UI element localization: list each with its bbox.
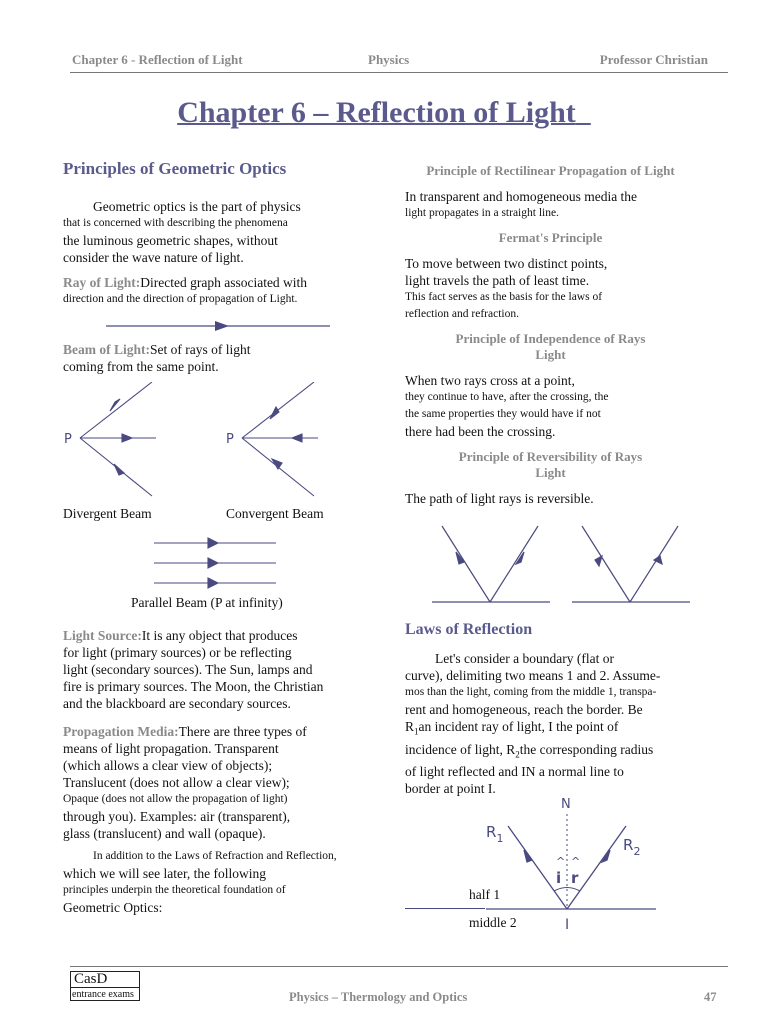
fermat-principle-heading: Fermat's Principle: [498, 230, 603, 245]
section-heading-geometric-optics: Principles of Geometric Optics: [63, 159, 287, 178]
reversibility-principle-text: The path of light rays is reversible.: [405, 491, 594, 506]
arrowhead: [602, 850, 610, 862]
arrowhead: [524, 850, 532, 862]
laws-of-reflection-heading: Laws of Reflection: [405, 621, 533, 638]
parallel-beam-label: Parallel Beam (P at infinity): [131, 595, 283, 610]
page-title: Chapter 6 – Reflection of Light: [177, 96, 576, 129]
reversibility-diagram-left: [428, 520, 558, 606]
boundary-extension: [405, 908, 485, 909]
propagation-media-definition: Propagation Media:There are three types of means of light propagation. Transparent (which allows a clear view of objects); Translucent (does not allow a clear view); Opaque (does not allow the propagation of light) through you). Examples: air (transparent), glass (translucent) and wall (opaque).: [63, 724, 307, 841]
arrowhead: [110, 399, 120, 411]
arrowhead: [122, 434, 132, 442]
medium-2-label: middle 2: [469, 915, 517, 930]
medium-1-label: half 1: [469, 887, 501, 902]
arrowhead: [208, 538, 218, 548]
arrowhead: [114, 464, 124, 475]
reflection-law-diagram: [480, 792, 660, 934]
point-p-label: P: [64, 432, 72, 447]
header-author: Professor Christian: [599, 52, 708, 67]
page-header: [70, 52, 728, 73]
arrowhead: [208, 578, 218, 588]
svg-text:^: ^: [556, 855, 566, 868]
convergent-beam-label: Convergent Beam: [226, 506, 324, 521]
light-source-definition: Light Source:It is any object that produces for light (primary sources) or be reflecting light (secondary sources). The Sun, lamps and fire is primary sources. The Moon, the Christian and the blackboard are secondary sources.: [63, 628, 324, 711]
casd-logo: CasD entrance exams: [70, 971, 140, 1001]
independence-principle-heading: Principle of Independence of Rays Light: [455, 331, 646, 362]
arrowhead: [208, 558, 218, 568]
intro-paragraph: Geometric optics is the part of physics that is concerned with describing the phenomena the luminous geometric shapes, without consider the wave nature of light.: [63, 199, 301, 265]
arrowhead: [270, 407, 279, 419]
additional-principles-paragraph: In addition to the Laws of Refraction and Reflection, which we will see later, the following principles underpin the theoretical foundation of Geometric Optics:: [63, 850, 337, 915]
parallel-beam-diagram: [150, 535, 280, 593]
independence-principle-text: When two rays cross at a point, they continue to have, after the crossing, the the same properties they would have if not there had been the crossing.: [405, 373, 609, 439]
divergent-beam-diagram: [62, 382, 162, 502]
incident-ray-label: $R_1$: [486, 823, 504, 845]
arrowhead: [292, 434, 302, 442]
laws-of-reflection-text: Let's consider a boundary (flat or curve), delimiting two means 1 and 2. Assume- mos than the light, coming from the middle 1, transpa- rent and homogeneous, reach the border. Be $R_1an$ incident ray of light, I the point of incidence of light, $R_2the$ corresponding radius of light reflected and IN a normal line to border at point I.: [405, 651, 661, 797]
rectilinear-propagation-heading: Principle of Rectilinear Propagation of Light: [426, 163, 675, 178]
header-chapter: Chapter 6 - Reflection of Light: [72, 52, 243, 67]
page-number: 47: [704, 990, 717, 1004]
ray-diagram: [100, 318, 340, 334]
incidence-point-label: I: [565, 917, 570, 933]
reflected-ray-label: $R_2$: [623, 836, 641, 858]
arrowhead: [595, 556, 602, 566]
header-subject: Physics: [368, 52, 410, 67]
ray-of-light-definition: Ray of Light:Directed graph associated with direction and the direction of propagation of Light.: [63, 275, 308, 305]
svg-text:^: ^: [571, 855, 581, 868]
reversibility-diagram-right: [568, 520, 698, 606]
point-p-label: P: [226, 432, 234, 447]
fermat-principle-text: To move between two distinct points, light travels the path of least time. This fact serves as the basis for the laws of reflection and refraction.: [405, 256, 608, 320]
incidence-angle-label: i: [556, 869, 562, 887]
beam-of-light-definition: Beam of Light:Set of rays of light coming from the same point.: [63, 342, 251, 374]
footer-rule: [70, 966, 728, 967]
reflection-angle-label: r: [571, 869, 579, 887]
convergent-beam-diagram: [224, 382, 324, 502]
ray-arrowhead: [215, 321, 229, 331]
reversibility-principle-heading: Principle of Reversibility of Rays Light: [458, 449, 643, 480]
rectilinear-propagation-text: In transparent and homogeneous media the light propagates in a straight line.: [405, 189, 638, 219]
footer-course: Physics – Thermology and Optics: [289, 990, 468, 1004]
normal-label: N: [561, 797, 571, 812]
divergent-beam-label: Divergent Beam: [63, 506, 152, 521]
